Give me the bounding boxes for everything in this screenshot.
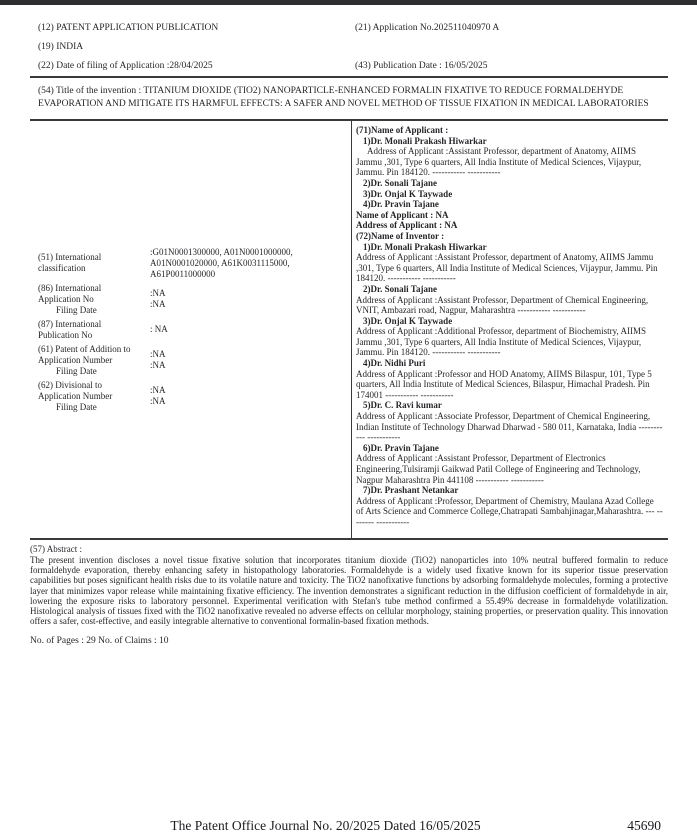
invention-title: (54) Title of the invention : TITANIUM DIOXIDE (TIO2) NANOPARTICLE-ENHANCED FORMALIN FIXATIVE TO REDUCE FORMALDEHYDE EVAPORATION AND MITIGATE ITS HARMFUL EFFECTS: A SAFER AND NOVEL METHOD OF TISSUE FIXATION IN MEDICAL LABORATORIES xyxy=(30,78,668,121)
person-address: Address of Applicant :Additional Professor, department of Biochemistry, AIIMS Jammu ,301, Type 6 quarters, All India Institute of Medical Sciences, Vijaypur, Jammu. Pin 184120. ----------- ----------- xyxy=(356,326,647,358)
person-address: Address of Applicant :Assistant Professor, department of Anatomy, AIIMS Jammu ,301, Type 6 quarters, All India Institute of Medical Sciences, Vijaypur, Jammu. Pin 184120. ----------- ----------- xyxy=(356,146,642,178)
header-row-2-spacer xyxy=(355,38,668,57)
person-address: Address of Applicant :Assistant Professor, department of Anatomy, AIIMS Jammu ,301, Type 6 quarters, All India Institute of Medical Sciences, Vijaypur, Jammu. Pin 184120. ----------- ----------- xyxy=(356,252,658,284)
person-address: Address of Applicant :Associate Professor, Department of Chemical Engineering, Indian Institute of Technology Dharwad Dharwad - 580 011, Karnataka, India ----------- ----------- xyxy=(356,411,663,443)
applicants-list xyxy=(356,136,663,210)
field-value: :NA :NA xyxy=(150,288,166,309)
person-entry xyxy=(356,485,663,527)
journal-page-number: 45690 xyxy=(627,818,661,833)
person-entry xyxy=(356,242,663,284)
classification-field-row xyxy=(38,380,345,413)
field-value: :G01N0001300000, A01N0001000000, A01N0001020000, A61K0031115000, A61P0011000000 xyxy=(150,246,293,279)
application-number: (21) Application No.202511040970 A xyxy=(355,23,500,33)
person-entry xyxy=(356,316,663,358)
abstract-heading: (57) Abstract : xyxy=(30,544,82,554)
field-value: :NA :NA xyxy=(150,385,166,406)
person-entry xyxy=(356,189,663,200)
header-row-1 xyxy=(30,19,668,38)
field-label: (51) International classification xyxy=(38,252,102,273)
inventors-list xyxy=(356,242,663,528)
journal-footer xyxy=(30,818,668,834)
person-entry xyxy=(356,178,663,189)
person-name: 3)Dr. Onjal K Taywade xyxy=(363,315,453,326)
person-name: 3)Dr. Onjal K Taywade xyxy=(363,188,453,199)
classification-table xyxy=(30,121,352,538)
person-address: Address of Applicant :Assistant Professor, Department of Chemical Engineering, VNIT, Ambazari road, Nagpur, Maharashtra ----------- ----------- xyxy=(356,294,649,316)
classification-field-row xyxy=(38,247,345,280)
publication-date: (43) Publication Date : 16/05/2025 xyxy=(355,61,488,71)
country: (19) INDIA xyxy=(38,42,84,52)
abstract-text: The present invention discloses a novel tissue fixative solution that incorporates titanium dioxide (TiO2) nanoparticles into 10% neutral buffered formalin to reduce formaldehyde evaporation, thereby enhancing safety in histopathology laboratories. Formaldehyde is a widely used fixative known for its superior tissue preservation capabilities but poses significant health risks due to its volatile nature and toxicity. The TiO2 nanofixative functions by adsorbing formaldehyde molecules, forming a protective layer that minimizes vapor release while maintaining fixative efficiency. The invention demonstrates a significant reduction in the diffusion coefficient of formaldehyde in air, lowering the exposure risks to laboratory personnel. Experimental verification with Stefan's tube method confirmed a 55.49% decrease in formaldehyde volatilization. Histological analysis of tissues fixed with the TiO2 nanofixative revealed no adverse effects on cellular morphology, staining properties, or preservation quality. This innovation offers a safer, cost-effective, and easily integrable alternative to conventional formalin-based fixation methods. xyxy=(30,555,668,627)
filing-date: (22) Date of filing of Application :28/04/2025 xyxy=(38,61,213,71)
person-name: 5)Dr. C. Ravi kumar xyxy=(363,400,442,411)
person-entry xyxy=(356,199,663,210)
person-entry xyxy=(356,358,663,400)
person-address: Address of Applicant :Assistant Professor, Department of Electronics Engineering,Tulsiramji Gaikwad Patil College of Engineering and Technology, Nagpur Maharashtra Pin 441108 ----------- ----------- xyxy=(356,453,641,485)
header-row-3 xyxy=(30,57,668,76)
person-name: 2)Dr. Sonali Tajane xyxy=(363,283,437,294)
applicant-na-name: Name of Applicant : NA xyxy=(356,209,449,220)
header-row-2 xyxy=(30,38,668,57)
person-name: 1)Dr. Monali Prakash Hiwarkar xyxy=(363,135,487,146)
abstract-section xyxy=(30,538,668,647)
document-header xyxy=(30,5,668,78)
journal-title-line: The Patent Office Journal No. 20/2025 Dated 16/05/2025 xyxy=(170,818,481,833)
field-value: :NA :NA xyxy=(150,349,166,370)
patent-document-page xyxy=(30,5,668,647)
person-entry xyxy=(356,136,663,178)
person-name: 7)Dr. Prashant Netankar xyxy=(363,485,459,496)
field-label: (87) International Publication No xyxy=(38,318,102,340)
pages-claims-count: No. of Pages : 29 No. of Claims : 10 xyxy=(30,636,169,647)
applicant-heading: (71)Name of Applicant : xyxy=(356,125,449,135)
applicant-na-address: Address of Applicant : NA xyxy=(356,220,458,231)
person-entry xyxy=(356,284,663,316)
field-value: : NA xyxy=(150,324,168,334)
bibliographic-table xyxy=(30,121,668,538)
field-label: (86) International Application No Filing Date xyxy=(38,282,102,315)
applicants-inventors-cell xyxy=(352,121,668,538)
person-address: Address of Applicant :Professor, Department of Chemistry, Maulana Azad College of Arts Science and Commerce College,Chatrapati Sambahjinagar,Maharashtra. --- -------- ----------- xyxy=(356,495,663,527)
publication-type: (12) PATENT APPLICATION PUBLICATION xyxy=(38,23,219,33)
classification-field-row xyxy=(38,344,345,377)
person-name: 6)Dr. Pravin Tajane xyxy=(363,442,439,453)
classification-field-row xyxy=(38,283,345,316)
person-address: Address of Applicant :Professor and HOD Anatomy, AIIMS Bilaspur, 101, Type 5 quarters, All India Institute of Medical Sciences, Bilaspur, Himachal Pradesh. Pin 174001 ----------- ----------- xyxy=(356,368,652,400)
field-label: (61) Patent of Addition to Application Number Filing Date xyxy=(38,343,131,376)
person-name: 1)Dr. Monali Prakash Hiwarkar xyxy=(363,241,487,252)
person-name: 4)Dr. Nidhi Puri xyxy=(363,358,426,369)
person-entry xyxy=(356,400,663,442)
field-label: (62) Divisional to Application Number Filing Date xyxy=(38,379,113,412)
inventor-heading: (72)Name of Inventor : xyxy=(356,230,445,241)
person-name: 4)Dr. Pravin Tajane xyxy=(363,199,439,210)
person-entry xyxy=(356,443,663,485)
classification-field-row xyxy=(38,319,345,341)
person-name: 2)Dr. Sonali Tajane xyxy=(363,177,437,188)
